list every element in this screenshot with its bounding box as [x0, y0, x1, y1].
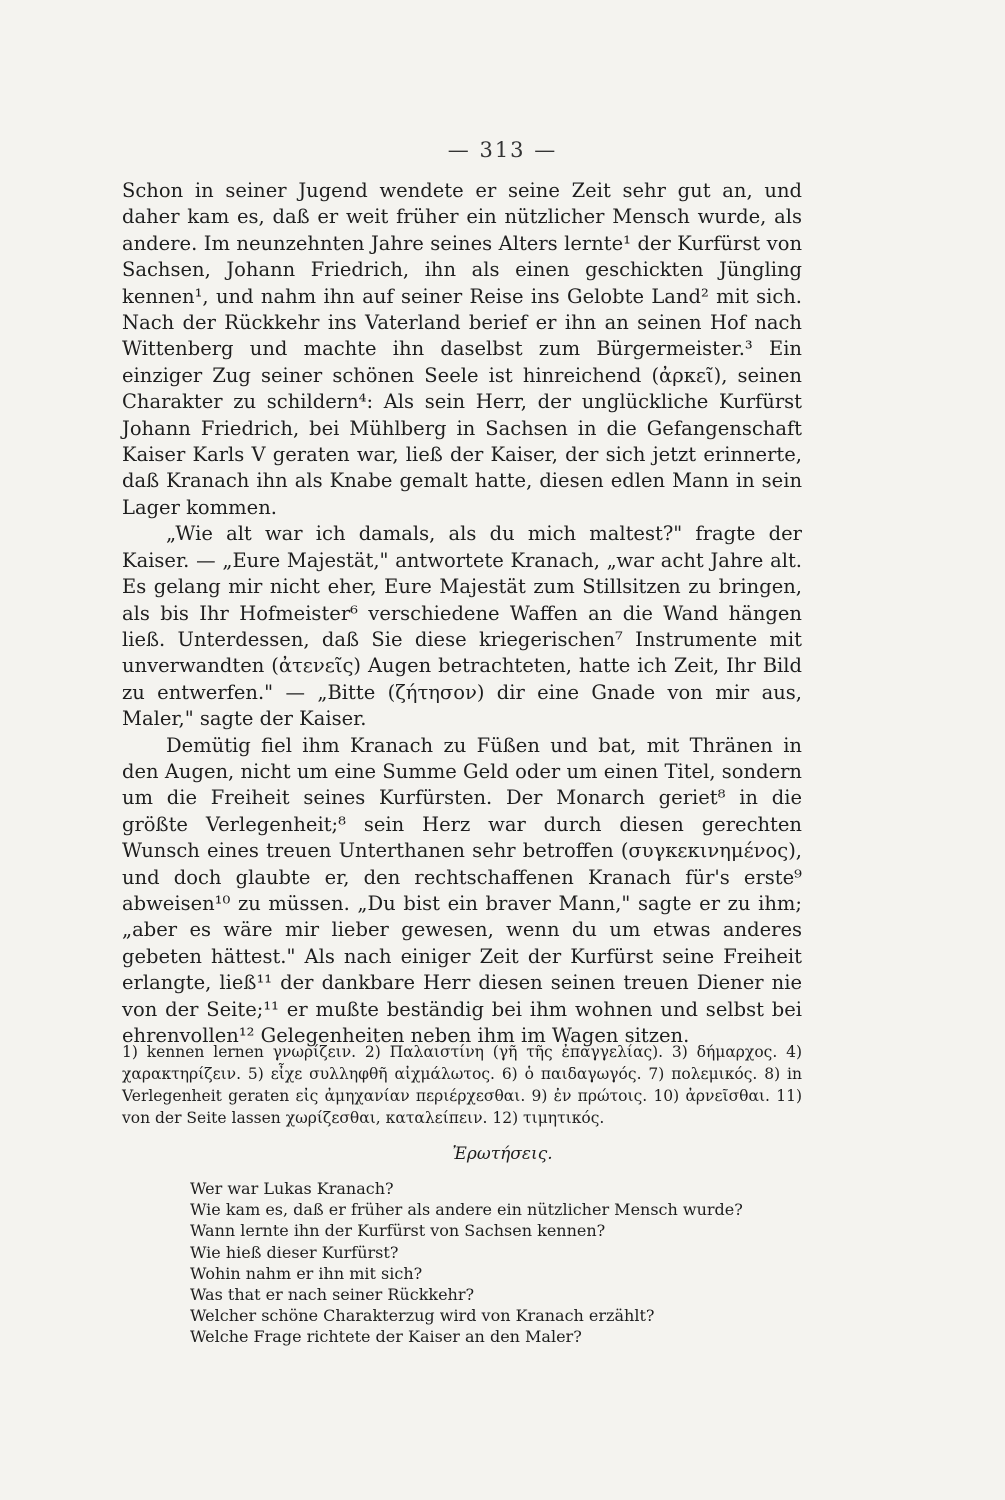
page-number: — 313 —: [447, 138, 558, 162]
question-list: [190, 1178, 790, 1348]
paragraph-2: „Wie alt war ich damals, als du mich maltest?" fragte der Kaiser. — „Eure Majestät," antwortete Kranach, „war acht Jahre alt. Es gelang mir nicht eher, Eure Majestät zum Stillsitzen zu bringen, als bis Ihr Hofmeister⁶ verschiedene Waffen an die Wand hängen ließ. Unterdessen, daß Sie diese kriegerischen⁷ Instrumente mit unverwandten (ἀτενεῖς) Augen betrachteten, hatte ich Zeit, Ihr Bild zu entwerfen." — „Bitte (ζήτησον) dir eine Gnade von mir aus, Maler," sagte der Kaiser.: [122, 522, 802, 731]
question-item: Welcher schöne Charakterzug wird von Kranach erzählt?: [190, 1306, 655, 1326]
question-item: Wie hieß dieser Kurfürst?: [190, 1242, 399, 1262]
question-item: Wie kam es, daß er früher als andere ein nützlicher Mensch wurde?: [190, 1200, 743, 1220]
question-item: Wohin nahm er ihn mit sich?: [190, 1263, 423, 1283]
question-item: Wann lernte ihn der Kurfürst von Sachsen kennen?: [190, 1221, 606, 1241]
question-item: Was that er nach seiner Rückkehr?: [190, 1285, 475, 1305]
question-item: Wer war Lukas Kranach?: [190, 1179, 394, 1198]
body-text: [122, 178, 802, 1049]
question-item: Welche Frage richtete der Kaiser an den Maler?: [190, 1327, 582, 1347]
section-title: Ἐρωτήσεις.: [452, 1144, 553, 1164]
footnotes: 1) kennen lernen γνωρίζειν. 2) Παλαιστίνη (γῆ τῆς ἐπαγγελίας). 3) δήμαρχος. 4) χαρακτηρίζειν. 5) εἶχε συλληφθῆ αἰχμάλωτος. 6) ὁ παιδαγωγός. 7) πολεμικός. 8) in Verlegenheit geraten εἰς ἀμηχανίαν περιέρχεσθαι. 9) ἐν πρώτοις. 10) ἀρνεῖσθαι. 11) von der Seite lassen χωρίζεσθαι, καταλείπειν. 12) τιμητικός.: [122, 1043, 802, 1127]
paragraph-3: Demütig fiel ihm Kranach zu Füßen und bat, mit Thränen in den Augen, nicht um eine Summe Geld oder um einen Titel, sondern um die Freiheit seines Kurfürsten. Der Monarch geriet⁸ in die größte Verlegenheit;⁸ sein Herz war durch diesen gerechten Wunsch eines treuen Unterthanen sehr betroffen (συγκεκινημένος), und doch glaubte er, den rechtschaffenen Kranach für's erste⁹ abweisen¹⁰ zu müssen. „Du bist ein braver Mann," sagte er zu ihm; „aber es wäre mir lieber gewesen, wenn du um etwas anderes gebeten hättest." Als nach einiger Zeit der Kurfürst seine Freiheit erlangte, ließ¹¹ der dankbare Herr diesen seinen treuen Diener nie von der Seite;¹¹ er mußte beständig bei ihm wohnen und selbst bei ehrenvollen¹² Gelegenheiten neben ihm im Wagen sitzen.: [122, 733, 802, 1047]
paragraph-1: Schon in seiner Jugend wendete er seine Zeit sehr gut an, und daher kam es, daß er weit früher ein nützlicher Mensch wurde, als andere. Im neunzehnten Jahre seines Alters lernte¹ der Kurfürst von Sachsen, Johann Friedrich, ihn als einen geschickten Jüngling kennen¹, und nahm ihn auf seiner Reise ins Gelobte Land² mit sich. Nach der Rückkehr ins Vaterland berief er ihn an seinen Hof nach Wittenberg und machte ihn daselbst zum Bürgermeister.³ Ein einziger Zug seiner schönen Seele ist hinreichend (ἀρκεῖ), seinen Charakter zu schildern⁴: Als sein Herr, der unglückliche Kurfürst Johann Friedrich, bei Mühlberg in Sachsen in die Gefangenschaft Kaiser Karls V geraten war, ließ der Kaiser, der sich jetzt erinnerte, daß Kranach ihn als Knabe gemalt hatte, diesen edlen Mann in sein Lager kommen.: [122, 179, 802, 519]
